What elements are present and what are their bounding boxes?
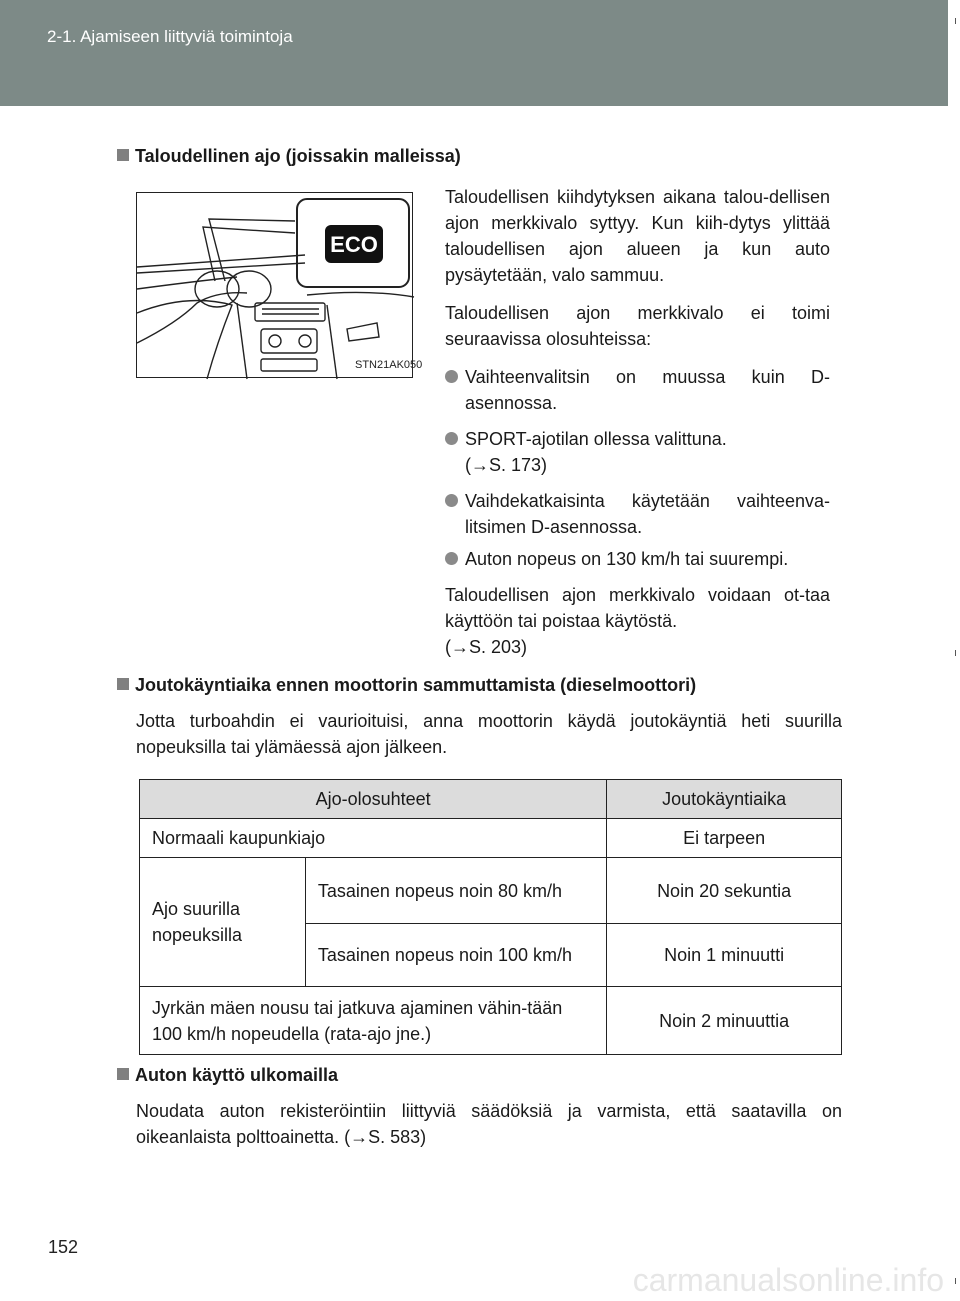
eco-paragraph-3: Taloudellisen ajon merkkivalo voidaan ot-taa käyttöön tai poistaa käytöstä. (→S. 203) — [445, 585, 830, 657]
table-cell: Noin 1 minuutti — [607, 924, 842, 987]
table-cell: Noin 2 minuuttia — [607, 987, 842, 1055]
idle-intro: Jotta turboahdin ei vaurioituisi, anna moottorin käydä joutokäyntiä heti suurilla nopeuksilla tai ylämäessä ajon jälkeen. — [136, 711, 842, 757]
dashboard-drawing — [137, 193, 414, 379]
square-bullet-icon — [117, 149, 129, 161]
table-header-row — [140, 780, 842, 819]
table-cell: Jyrkän mäen nousu tai jatkuva ajaminen vähin-tään 100 km/h nopeudella (rata-ajo jne.) — [140, 987, 607, 1055]
table-header: Joutokäyntiaika — [607, 780, 842, 819]
abroad-paragraph: Noudata auton rekisteröintiin liittyviä säädöksiä ja varmista, että saatavilla on oikeanlaista polttoainetta. (→S. 583) — [136, 1101, 842, 1147]
bullet-icon — [445, 494, 458, 507]
table-cell: Tasainen nopeus noin 100 km/h — [305, 924, 606, 987]
bullet-icon — [445, 552, 458, 565]
bullet-icon — [445, 370, 458, 383]
table-cell: Ajo suurilla nopeuksilla — [140, 858, 306, 987]
list-item: Vaihteenvalitsin on muussa kuin D-asennossa. — [445, 364, 830, 416]
bullet-icon — [445, 432, 458, 445]
eco-indicator-illustration — [136, 192, 423, 378]
watermark: carmanualsonline.info — [632, 1262, 944, 1298]
square-bullet-icon — [117, 678, 129, 690]
page-edge — [948, 0, 960, 1301]
figure-code: STN21AK050 — [355, 359, 423, 371]
table-cell: Normaali kaupunkiajo — [140, 819, 607, 858]
eco-paragraph-2: Taloudellisen ajon merkkivalo ei toimi seuraavissa olosuhteissa: — [445, 303, 830, 349]
table-cell: Noin 20 sekuntia — [607, 858, 842, 924]
eco-badge-icon: ECO — [330, 232, 378, 257]
page-reference[interactable]: (→S. 203) — [445, 637, 528, 657]
page-reference[interactable]: (→S. 173) — [465, 455, 548, 475]
section-heading-idle: Joutokäyntiaika ennen moottorin sammuttamista (dieselmoottori) — [117, 675, 696, 696]
eco-paragraph-1: Taloudellisen kiihdytyksen aikana talou-dellisen ajon merkkivalo syttyy. Kun kiih-dytys ylittää taloudellisen ajon alueen ja kun auto pysäytetään, valo sammuu. — [445, 187, 830, 285]
section-heading-eco: Taloudellinen ajo (joissakin malleissa) — [117, 146, 461, 167]
square-bullet-icon — [117, 1068, 129, 1080]
section-heading-abroad: Auton käyttö ulkomailla — [117, 1065, 338, 1086]
table-cell: Ei tarpeen — [607, 819, 842, 858]
idle-time-table — [139, 779, 842, 1055]
page-header — [0, 0, 948, 106]
table-header: Ajo-olosuhteet — [140, 780, 607, 819]
table-row — [140, 987, 842, 1055]
list-item: SPORT-ajotilan ollessa valittuna. (→S. 173) — [445, 426, 830, 478]
table-cell: Tasainen nopeus noin 80 km/h — [305, 858, 606, 924]
crop-mark — [955, 650, 956, 656]
list-item: Vaihdekatkaisinta käytetään vaihteenva-litsimen D-asennossa. — [445, 488, 830, 540]
table-row — [140, 819, 842, 858]
crop-mark — [955, 1278, 956, 1284]
crop-mark — [955, 18, 956, 24]
list-item: Auton nopeus on 130 km/h tai suurempi. — [445, 546, 830, 572]
section-title: 2-1. Ajamiseen liittyviä toimintoja — [47, 27, 293, 46]
table-row — [140, 858, 842, 924]
page-number: 152 — [48, 1237, 79, 1257]
